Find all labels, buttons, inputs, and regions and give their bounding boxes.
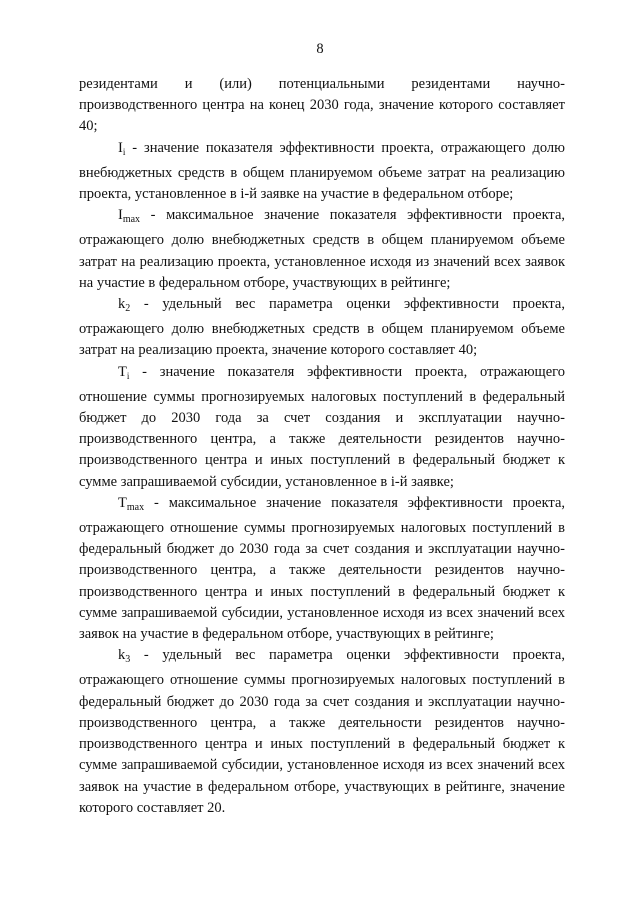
- formula-symbol: I: [118, 207, 123, 224]
- paragraph-text: - максимальное значение показателя эффективности проекта, отражающего долю внебюджетных средств в общем планируемом объеме затрат на реализацию проекта, установленное исходя из значений всех заявок на участие в федеральном отборе, участвующих в рейтинге;: [79, 207, 565, 291]
- paragraph-text: - значение показателя эффективности проекта, отражающего долю внебюджетных средств в общем планируемом объеме затрат на реализацию проекта, установленное в i-й заявке на участие в федеральном отборе;: [79, 139, 565, 203]
- paragraph-text: - значение показателя эффективности проекта, отражающего отношение суммы прогнозируемых налоговых поступлений в федеральный бюджет до 2030 года за счет создания и эксплуатации научно-производственного центра, а также деятельности резидентов научно-производственного центра и иных поступлений в федеральный бюджет к сумме запрашиваемой субсидии, установленное в i-й заявке;: [79, 363, 565, 490]
- paragraph-definition-ti: [79, 362, 565, 493]
- paragraph-text: - удельный вес параметра оценки эффективности проекта, отражающего долю внебюджетных средств в общем планируемом объеме затрат на реализацию проекта, значение которого составляет 40;: [79, 296, 565, 359]
- paragraph-definition-imax: [79, 205, 565, 294]
- formula-subscript: i: [126, 370, 130, 381]
- formula-symbol: k: [118, 296, 126, 313]
- formula-symbol: k: [118, 647, 126, 664]
- formula-symbol: I: [118, 139, 123, 156]
- formula-subscript: 3: [125, 654, 131, 666]
- formula-subscript: 2: [125, 303, 131, 315]
- formula-symbol: T: [118, 363, 127, 380]
- formula-symbol: T: [118, 494, 127, 511]
- formula-subscript: max: [126, 501, 145, 513]
- paragraph-definition-ii: [79, 138, 565, 206]
- paragraph-definition-k3: [79, 645, 565, 819]
- formula-subscript: max: [122, 214, 141, 226]
- paragraph-definition-k2: [79, 294, 565, 362]
- paragraph-definition-tmax: [79, 493, 565, 645]
- paragraph-text: - удельный вес параметра оценки эффективности проекта, отражающего отношение суммы прогнозируемых налоговых поступлений в федеральный бюджет до 2030 года за счет создания и эксплуатации научно-производственного центра, а также деятельности резидентов научно-производственного центра и иных поступлений в федеральный бюджет к сумме запрашиваемой субсидии, установленное исходя из всех значений всех заявок на участие в федеральном отборе, участвующих в рейтинге, значение которого составляет 20.: [79, 647, 565, 816]
- page-number: 8: [316, 41, 324, 57]
- formula-subscript: i: [122, 146, 126, 157]
- paragraph-text: - максимальное значение показателя эффективности проекта, отражающего отношение суммы прогнозируемых налоговых поступлений в федеральный бюджет до 2030 года за счет создания и эксплуатации научно-производственного центра, а также деятельности резидентов научно-производственного центра и иных поступлений в федеральный бюджет к сумме запрашиваемой субсидии, установленное исходя из всех значений всех заявок на участие в федеральном отборе, участвующих в рейтинге;: [79, 494, 565, 643]
- paragraph-text: резидентами и (или) потенциальными резидентами научно-производственного центра на конец 2030 года, значение которого составляет 40;: [79, 76, 565, 135]
- document-body: [79, 74, 565, 819]
- paragraph-continuation: [79, 74, 565, 138]
